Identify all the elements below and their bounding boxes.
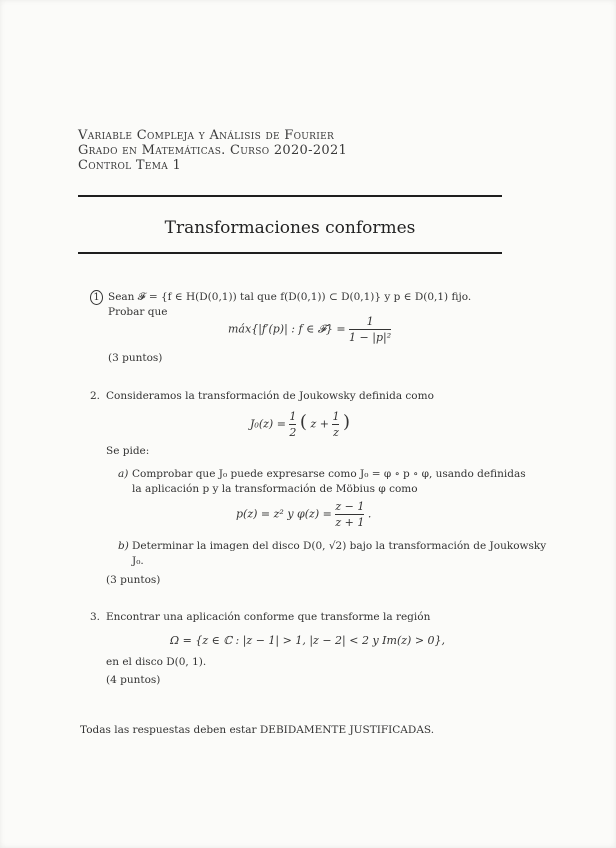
problem-2-points: (3 puntos) bbox=[106, 574, 161, 586]
problem-2-inner-num: 1 bbox=[332, 410, 340, 423]
header-control: Control Tema 1 bbox=[78, 158, 182, 173]
problem-1-fraction-bar bbox=[349, 329, 391, 330]
problem-2a-formula-p: p(z) = z² y φ(z) = bbox=[236, 507, 332, 521]
problem-1-points: (3 puntos) bbox=[108, 352, 163, 364]
problem-2-paren-close: ) bbox=[342, 411, 350, 433]
problem-2-joukowsky-formula bbox=[250, 410, 350, 439]
problem-2-inner-bar bbox=[332, 424, 339, 425]
problem-1-fraction-num: 1 bbox=[366, 315, 374, 328]
problem-2-half-bar bbox=[289, 424, 296, 425]
problem-2a-formula-end: . bbox=[367, 507, 372, 521]
problem-2-statement: Consideramos la transformación de Joukowsky definida como bbox=[106, 390, 434, 402]
problem-3-statement: Encontrar una aplicación conforme que transforme la región bbox=[106, 611, 431, 623]
title-rule-top bbox=[78, 195, 502, 197]
problem-2a-line2: la aplicación p y la transformación de Möbius φ como bbox=[132, 483, 418, 495]
problem-2-number: 2. bbox=[90, 390, 101, 402]
problem-3-number: 3. bbox=[90, 611, 101, 623]
problem-2-half-den: 2 bbox=[289, 426, 297, 439]
problem-1-circle: 1 bbox=[90, 290, 103, 305]
problem-2a-label: a) bbox=[118, 468, 129, 480]
problem-1-fraction-den: 1 − |p|² bbox=[349, 331, 392, 344]
problem-2-formula-lhs: J₀(z) = bbox=[250, 417, 286, 431]
problem-1-formula bbox=[228, 315, 391, 344]
problem-2a-mobius-den: z + 1 bbox=[335, 516, 365, 529]
problem-3-points: (4 puntos) bbox=[106, 674, 161, 686]
problem-2-half-fraction bbox=[289, 410, 296, 439]
problem-1-statement: Sean 𝓕 = {f ∈ H(D(0,1)) tal que f(D(0,1)) ⊂ D(0,1)} y p ∈ D(0,1) fijo. bbox=[108, 291, 472, 303]
problem-1-fraction bbox=[349, 315, 391, 344]
problem-2-ask: Se pide: bbox=[106, 445, 150, 457]
problem-1-prove: Probar que bbox=[108, 306, 168, 318]
problem-3-region-formula: Ω = {z ∈ ℂ : |z − 1| > 1, |z − 2| < 2 y Im(z) > 0}, bbox=[170, 634, 446, 647]
header-course: Variable Compleja y Análisis de Fourier bbox=[78, 128, 335, 143]
problem-2b-line1: Determinar la imagen del disco D(0, √2) bajo la transformación de Joukowsky bbox=[132, 540, 547, 552]
problem-2-z-term: z + bbox=[310, 417, 329, 431]
problem-2-paren-open: ( bbox=[299, 411, 307, 433]
problem-1-formula-lhs: máx{|f′(p)| : f ∈ 𝓕} = bbox=[228, 322, 346, 336]
problem-2-inner-den: z bbox=[333, 426, 339, 439]
problem-2a-formula bbox=[236, 500, 371, 529]
header-degree: Grado en Matemáticas. Curso 2020-2021 bbox=[78, 143, 348, 158]
problem-1-number bbox=[90, 290, 103, 305]
problem-2a-mobius-bar bbox=[335, 514, 364, 515]
problem-2a-line1: Comprobar que J₀ puede expresarse como J₀ = φ ∘ p ∘ φ, usando definidas bbox=[132, 468, 526, 480]
problem-2-half-num: 1 bbox=[289, 410, 297, 423]
problem-3-target-disc: en el disco D(0, 1). bbox=[106, 656, 207, 668]
footer-note: Todas las respuestas deben estar DEBIDAMENTE JUSTIFICADAS. bbox=[80, 724, 435, 736]
problem-2-inner-fraction bbox=[332, 410, 339, 439]
problem-2b-line2: J₀. bbox=[132, 555, 144, 567]
problem-2b-label: b) bbox=[118, 540, 129, 552]
page-title: Transformaciones conformes bbox=[164, 218, 416, 238]
title-rule-bottom bbox=[78, 252, 502, 254]
problem-2a-mobius-num: z − 1 bbox=[335, 500, 365, 513]
problem-2a-mobius-fraction bbox=[335, 500, 364, 529]
